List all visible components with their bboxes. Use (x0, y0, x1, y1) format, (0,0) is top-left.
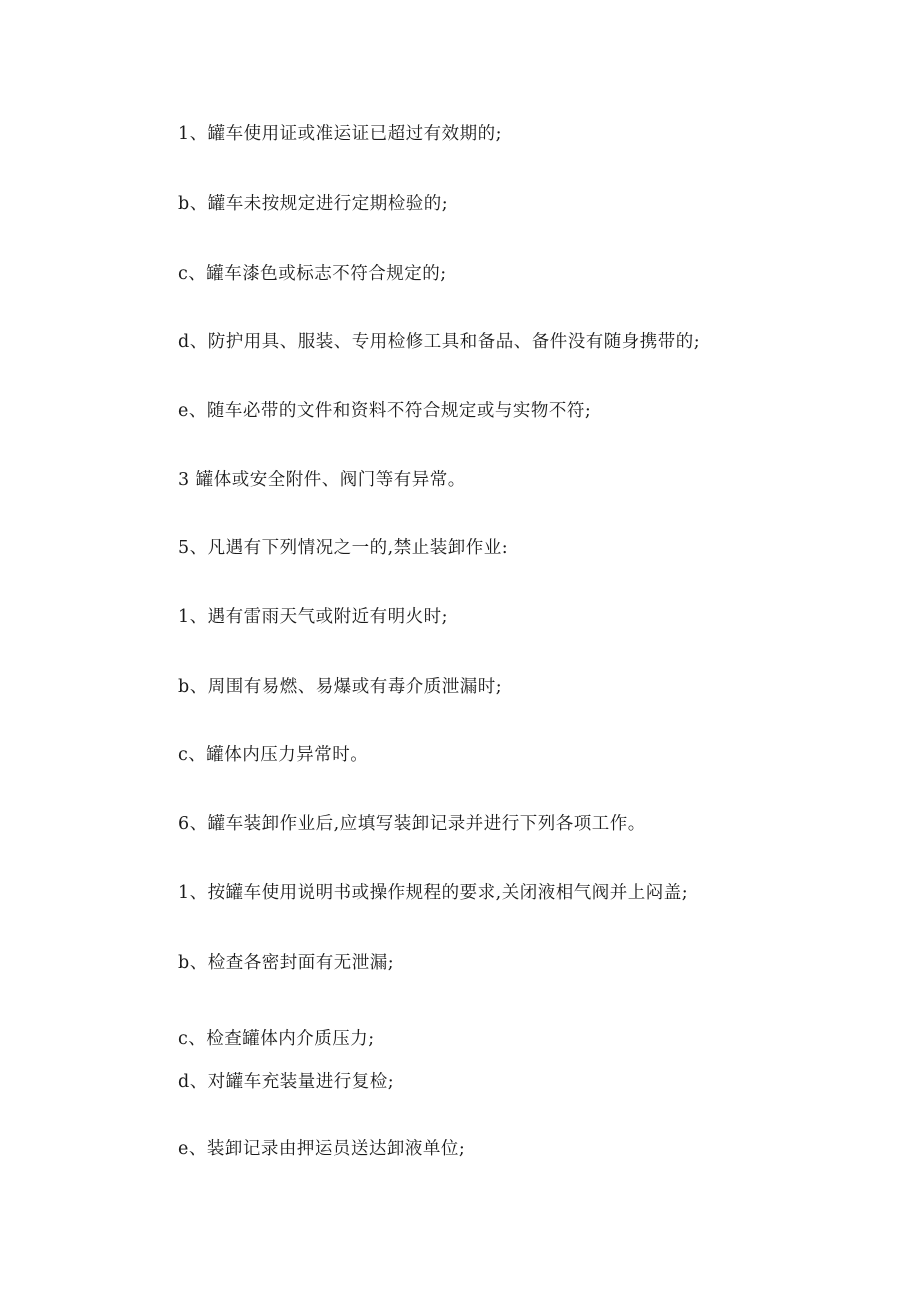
text-line: c、罐体内压力异常时。 (178, 745, 369, 765)
text-line: b、周围有易燃、易爆或有毒介质泄漏时; (178, 677, 503, 697)
text-line: d、防护用具、服装、专用检修工具和备品、备件没有随身携带的; (178, 332, 701, 352)
text-line: b、检查各密封面有无泄漏; (178, 953, 395, 973)
text-line: 1、罐车使用证或准运证已超过有效期的; (178, 124, 503, 144)
text-line: c、罐车漆色或标志不符合规定的; (178, 264, 447, 284)
text-line: 5、凡遇有下列情况之一的,禁止装卸作业: (178, 538, 509, 558)
text-line: 1、按罐车使用说明书或操作规程的要求,关闭液相气阀并上闷盖; (178, 883, 689, 903)
text-line: 1、遇有雷雨天气或附近有明火时; (178, 607, 449, 627)
text-line: e、装卸记录由押运员送达卸液单位; (178, 1139, 466, 1159)
text-line: d、对罐车充装量进行复检; (178, 1072, 395, 1092)
text-line: 6、罐车装卸作业后,应填写装卸记录并进行下列各项工作。 (178, 814, 646, 834)
text-line: e、随车必带的文件和资料不符合规定或与实物不符; (178, 401, 592, 421)
text-line: b、罐车未按规定进行定期检验的; (178, 194, 449, 214)
text-line: 3 罐体或安全附件、阀门等有异常。 (178, 470, 466, 490)
text-line: c、检查罐体内介质压力; (178, 1029, 375, 1049)
